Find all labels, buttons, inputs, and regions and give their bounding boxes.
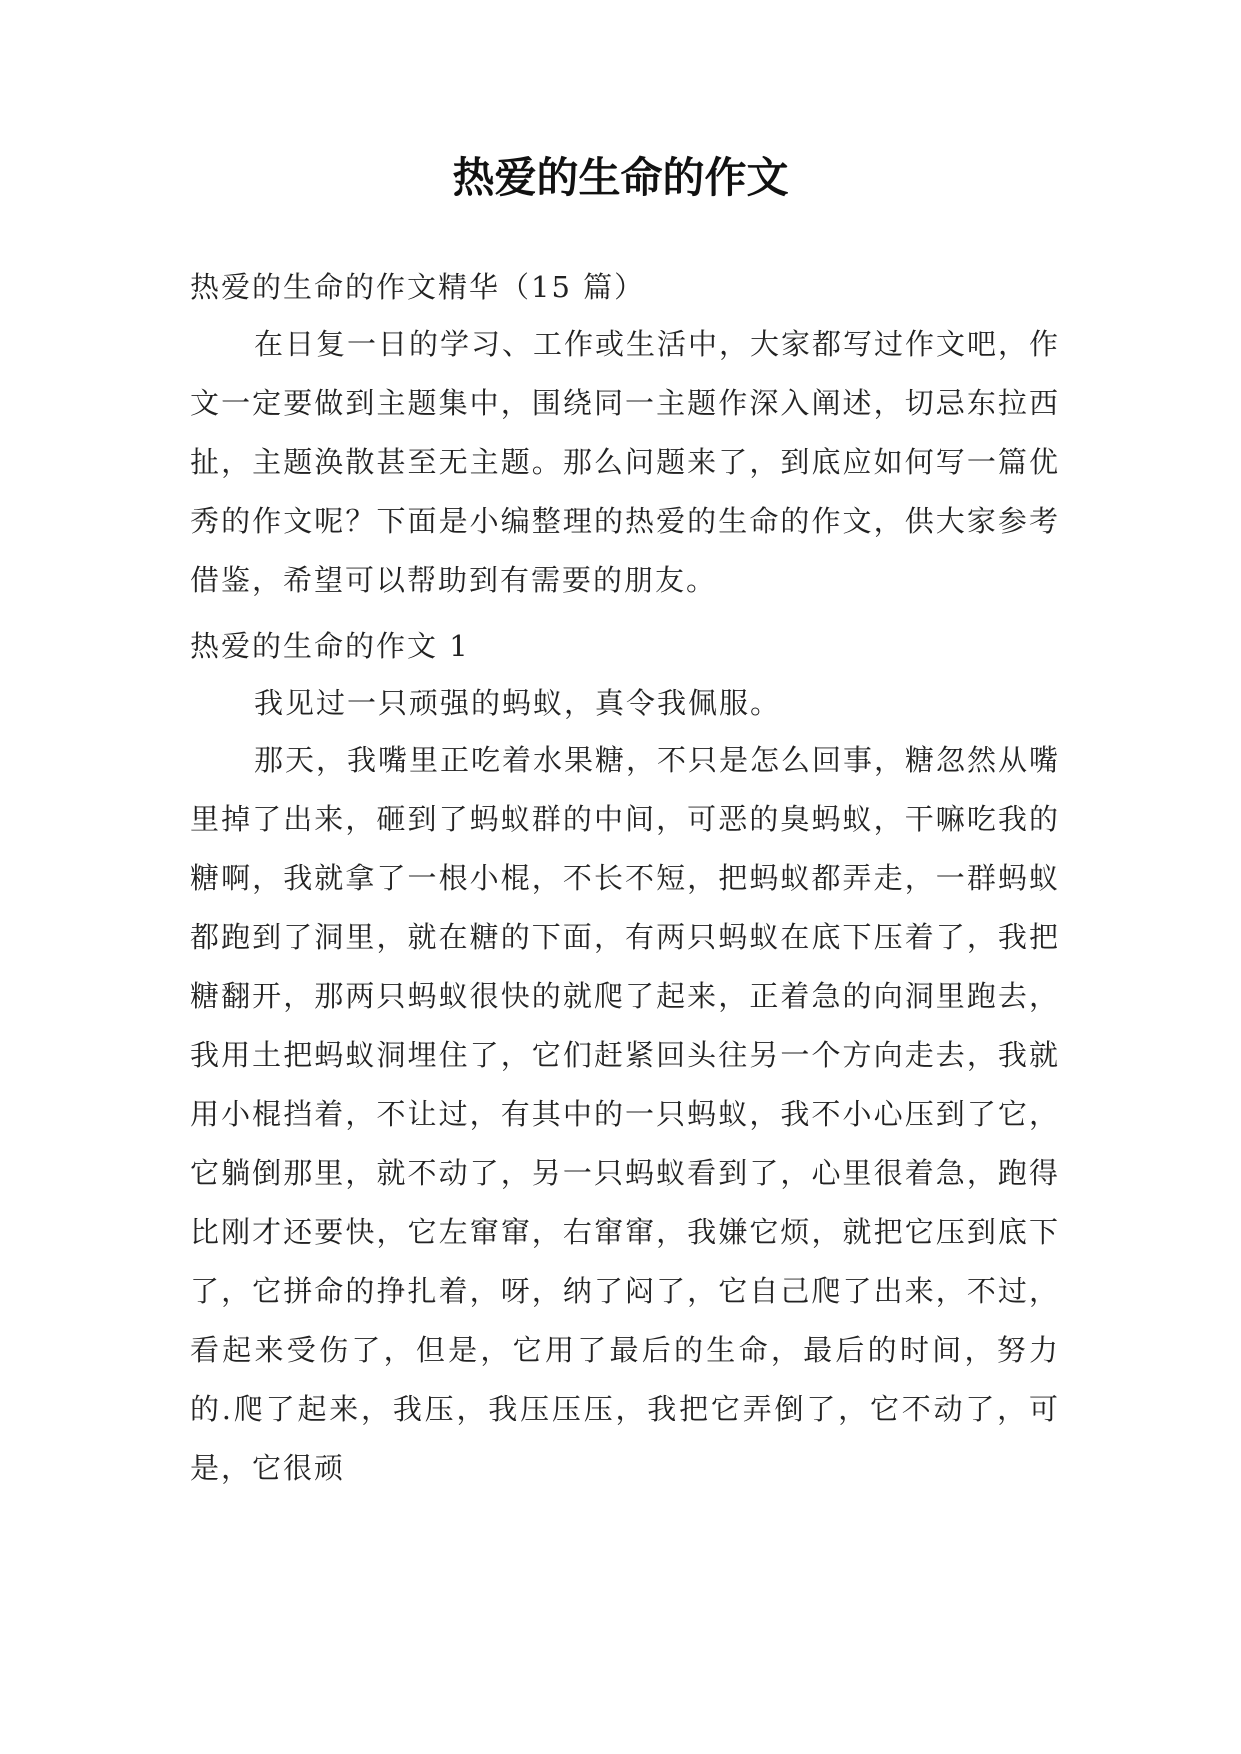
- body-paragraph: 那天，我嘴里正吃着水果糖，不只是怎么回事，糖忽然从嘴里掉了出来，砸到了蚂蚁群的中间，可恶的臭蚂蚁，干嘛吃我的糖啊，我就拿了一根小棍，不长不短，把蚂蚁都弄走，一群蚂蚁都跑到了洞里，就在糖的下面，有两只蚂蚁在底下压着了，我把糖翻开，那两只蚂蚁很快的就爬了起来，正着急的向洞里跑去，我用土把蚂蚁洞埋住了，它们赶紧回头往另一个方向走去，我就用小棍挡着，不让过，有其中的一只蚂蚁，我不小心压到了它，它躺倒那里，就不动了，另一只蚂蚁看到了，心里很着急，跑得比刚才还要快，它左窜窜，右窜窜，我嫌它烦，就把它压到底下了，它拼命的挣扎着，呀，纳了闷了，它自己爬了出来，不过，看起来受伤了，但是，它用了最后的生命，最后的时间，努力的.爬了起来，我压，我压压压，我把它弄倒了，它不动了，可是，它很顽: [190, 743, 1061, 1485]
- intro-paragraph: 在日复一日的学习、工作或生活中，大家都写过作文吧，作文一定要做到主题集中，围绕同一主题作深入阐述，切忌东拉西扯，主题涣散甚至无主题。那么问题来了，到底应如何写一篇优秀的作文呢？下面是小编整理的热爱的生命的作文，供大家参考借鉴，希望可以帮助到有需要的朋友。: [190, 327, 1061, 597]
- body-paragraph: 我见过一只顽强的蚂蚁，真令我佩服。: [254, 686, 782, 720]
- document-title: 热爱的生命的作文: [452, 153, 789, 202]
- document-subtitle: 热爱的生命的作文精华（15 篇）: [190, 270, 646, 304]
- section-heading: 热爱的生命的作文 1: [190, 629, 470, 663]
